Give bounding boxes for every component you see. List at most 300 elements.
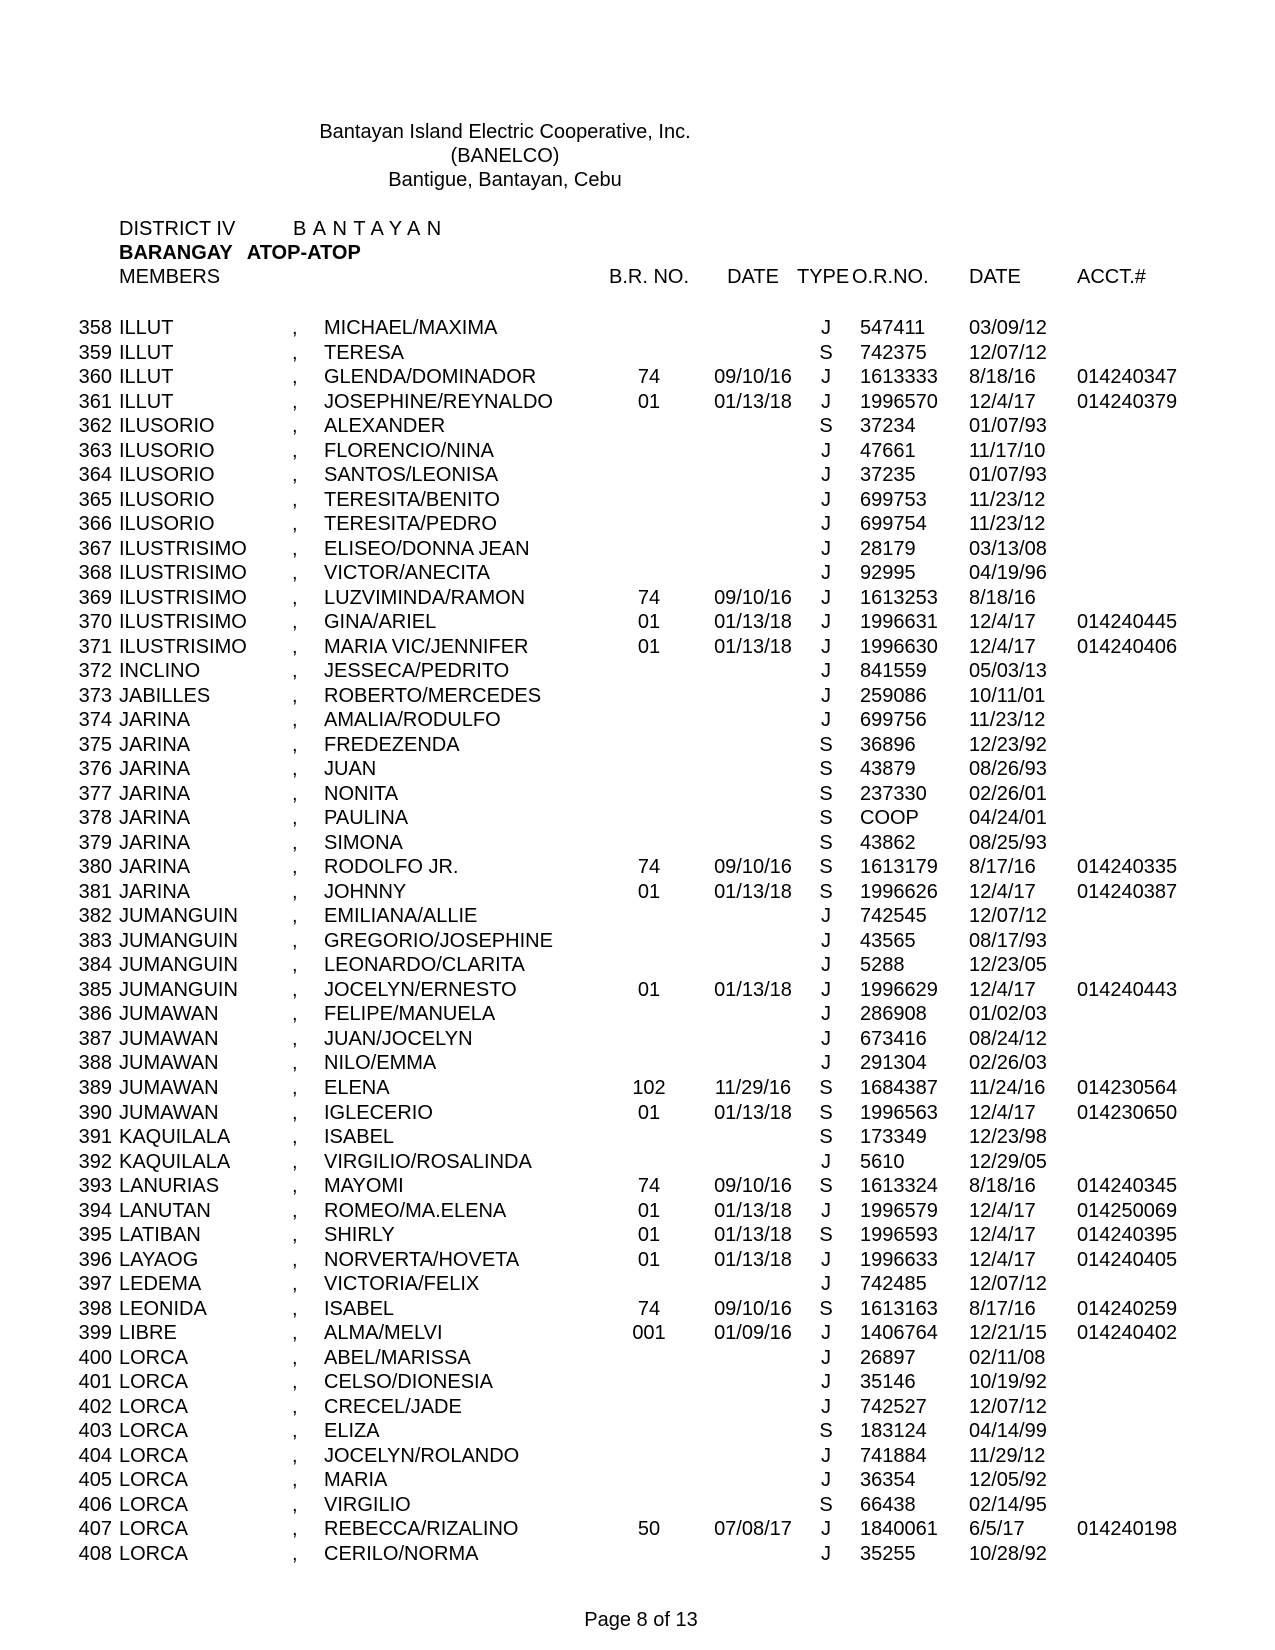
last-name: LORCA — [119, 1493, 188, 1516]
or-date: 12/4/17 — [969, 1224, 1036, 1247]
membership-type: S — [819, 1297, 833, 1320]
membership-type: S — [819, 341, 833, 364]
or-number: 26897 — [860, 1346, 916, 1369]
or-date: 01/07/93 — [969, 415, 1047, 438]
last-name: LORCA — [119, 1346, 188, 1369]
membership-type: J — [821, 1027, 831, 1050]
row-number: 393 — [78, 1175, 112, 1198]
membership-type: J — [821, 1273, 831, 1296]
name-separator: , — [292, 488, 298, 511]
row-number: 361 — [78, 390, 112, 413]
br-number: 01 — [637, 1224, 661, 1247]
district-line — [119, 217, 448, 241]
first-names: ELISEO/DONNA JEAN — [324, 537, 530, 560]
or-date: 8/17/16 — [969, 856, 1036, 879]
name-separator: , — [292, 1420, 298, 1443]
or-date: 08/24/12 — [969, 1027, 1047, 1050]
or-date: 12/23/05 — [969, 954, 1047, 977]
last-name: ILLUT — [119, 317, 174, 339]
or-date: 02/14/95 — [969, 1493, 1047, 1516]
table-row — [0, 586, 1275, 611]
or-date: 12/4/17 — [969, 635, 1036, 658]
table-row — [0, 610, 1275, 635]
name-separator: , — [292, 513, 298, 536]
or-date: 12/23/92 — [969, 733, 1047, 756]
first-names: EMILIANA/ALLIE — [324, 905, 478, 928]
name-separator: , — [292, 807, 298, 830]
membership-type: J — [821, 660, 831, 683]
first-names: FREDEZENDA — [324, 733, 460, 756]
last-name: JARINA — [119, 807, 191, 830]
table-row — [0, 1419, 1275, 1444]
barangay-label: BARANGAY — [119, 242, 233, 264]
name-separator: , — [292, 366, 298, 389]
membership-type: S — [819, 733, 833, 756]
account-number: 014240445 — [1077, 611, 1178, 634]
first-names: FLORENCIO/NINA — [324, 439, 495, 462]
first-names: JESSECA/PEDRITO — [324, 660, 510, 683]
first-names: VIRGILIO/ROSALINDA — [324, 1150, 532, 1173]
table-row — [0, 1542, 1275, 1567]
or-number: 37234 — [860, 415, 916, 438]
or-number: 37235 — [860, 464, 916, 487]
first-names: VICTORIA/FELIX — [324, 1273, 480, 1296]
table-row — [0, 1027, 1275, 1052]
or-date: 02/26/03 — [969, 1052, 1047, 1075]
membership-type: S — [819, 807, 833, 830]
or-number: 47661 — [860, 439, 916, 462]
membership-type: S — [819, 1101, 833, 1124]
or-number: 286908 — [860, 1003, 927, 1026]
or-date: 12/07/12 — [969, 341, 1047, 364]
last-name: ILUSORIO — [119, 513, 215, 536]
br-date: 01/09/16 — [714, 1322, 792, 1345]
name-separator: , — [292, 1150, 298, 1173]
or-number: COOP — [860, 807, 919, 830]
or-number: 1684387 — [860, 1076, 938, 1099]
first-names: MARIA VIC/JENNIFER — [324, 635, 529, 658]
row-number: 370 — [78, 611, 112, 634]
name-separator: , — [292, 1248, 298, 1271]
membership-type: S — [819, 1493, 833, 1516]
or-date: 12/4/17 — [969, 978, 1036, 1001]
barangay-name: ATOP-ATOP — [246, 242, 361, 264]
or-date: 12/4/17 — [969, 390, 1036, 413]
or-number: 35255 — [860, 1542, 916, 1565]
row-number: 365 — [78, 488, 112, 511]
membership-type: S — [819, 1126, 833, 1149]
name-separator: , — [292, 1076, 298, 1099]
row-number: 366 — [78, 513, 112, 536]
br-number: 01 — [637, 978, 661, 1001]
membership-type: J — [821, 1199, 831, 1222]
table-row — [0, 831, 1275, 856]
row-number: 377 — [78, 782, 112, 805]
or-number: 1613324 — [860, 1175, 938, 1198]
or-date: 12/05/92 — [969, 1469, 1047, 1492]
or-number: 1996631 — [860, 611, 938, 634]
name-separator: , — [292, 978, 298, 1001]
or-number: 1613253 — [860, 586, 938, 609]
table-row — [0, 953, 1275, 978]
account-number: 014250069 — [1077, 1199, 1178, 1222]
last-name: JUMANGUIN — [119, 929, 238, 952]
row-number: 375 — [78, 733, 112, 756]
last-name: JARINA — [119, 856, 191, 879]
br-date: 01/13/18 — [714, 1101, 792, 1124]
or-number: 742375 — [860, 341, 927, 364]
table-row — [0, 1346, 1275, 1371]
table-row — [0, 1076, 1275, 1101]
name-separator: , — [292, 1052, 298, 1075]
account-number: 014230564 — [1077, 1076, 1178, 1099]
or-date: 11/23/12 — [969, 709, 1046, 732]
membership-type: J — [821, 1150, 831, 1173]
table-row — [0, 1493, 1275, 1518]
or-number: 1996633 — [860, 1248, 938, 1271]
br-number: 01 — [637, 635, 661, 658]
first-names: IGLECERIO — [324, 1101, 433, 1124]
or-date: 6/5/17 — [969, 1518, 1025, 1541]
last-name: JARINA — [119, 709, 191, 732]
membership-type: J — [821, 513, 831, 536]
br-date: 09/10/16 — [714, 1297, 792, 1320]
row-number: 387 — [78, 1027, 112, 1050]
or-number: 1613163 — [860, 1297, 938, 1320]
name-separator: , — [292, 660, 298, 683]
row-number: 362 — [78, 415, 112, 438]
or-date: 8/17/16 — [969, 1297, 1036, 1320]
name-separator: , — [292, 415, 298, 438]
account-number: 014240387 — [1077, 880, 1178, 903]
membership-type: J — [821, 537, 831, 560]
name-separator: , — [292, 1224, 298, 1247]
membership-type: J — [821, 1444, 831, 1467]
br-date: 01/13/18 — [714, 1199, 792, 1222]
membership-type: J — [821, 488, 831, 511]
org-name: Bantayan Island Electric Cooperative, Inc. — [319, 121, 691, 143]
row-number: 383 — [78, 929, 112, 952]
membership-type: J — [821, 1003, 831, 1026]
col-members: MEMBERS — [119, 266, 221, 288]
membership-type: S — [819, 1076, 833, 1099]
or-number: 35146 — [860, 1371, 916, 1394]
org-address: Bantigue, Bantayan, Cebu — [388, 169, 622, 191]
membership-type: J — [821, 684, 831, 707]
name-separator: , — [292, 317, 298, 339]
or-number: 237330 — [860, 782, 927, 805]
name-separator: , — [292, 1371, 298, 1394]
row-number: 378 — [78, 807, 112, 830]
or-date: 04/24/01 — [969, 807, 1047, 830]
account-number: 014240345 — [1077, 1175, 1178, 1198]
last-name: ILLUT — [119, 366, 174, 389]
table-row — [0, 463, 1275, 488]
or-number: 1613333 — [860, 366, 938, 389]
account-number: 014240395 — [1077, 1224, 1178, 1247]
account-number: 014240402 — [1077, 1322, 1178, 1345]
or-number: 28179 — [860, 537, 916, 560]
row-number: 401 — [78, 1371, 112, 1394]
row-number: 379 — [78, 831, 112, 854]
first-names: TERESA — [324, 341, 405, 364]
or-date: 8/18/16 — [969, 586, 1036, 609]
br-date: 01/13/18 — [714, 611, 792, 634]
col-acct: ACCT.# — [1077, 266, 1146, 288]
name-separator: , — [292, 562, 298, 585]
last-name: LORCA — [119, 1469, 188, 1492]
or-number: 36354 — [860, 1469, 916, 1492]
row-number: 367 — [78, 537, 112, 560]
table-row — [0, 855, 1275, 880]
membership-type: J — [821, 1248, 831, 1271]
first-names: MICHAEL/MAXIMA — [324, 317, 498, 339]
last-name: LORCA — [119, 1371, 188, 1394]
table-row — [0, 365, 1275, 390]
name-separator: , — [292, 1003, 298, 1026]
row-number: 390 — [78, 1101, 112, 1124]
or-date: 11/23/12 — [969, 513, 1046, 536]
last-name: LORCA — [119, 1395, 188, 1418]
or-date: 04/19/96 — [969, 562, 1047, 585]
br-date: 01/13/18 — [714, 390, 792, 413]
table-row — [0, 390, 1275, 415]
br-number: 01 — [637, 1199, 661, 1222]
br-date: 01/13/18 — [714, 635, 792, 658]
row-number: 399 — [78, 1322, 112, 1345]
column-headers — [0, 266, 1275, 290]
row-number: 408 — [78, 1542, 112, 1565]
barangay-line — [119, 241, 361, 265]
col-date: DATE — [727, 266, 779, 288]
br-number: 001 — [632, 1322, 666, 1345]
name-separator: , — [292, 1273, 298, 1296]
account-number: 014230650 — [1077, 1101, 1178, 1124]
br-date: 11/29/16 — [714, 1076, 792, 1099]
last-name: INCLINO — [119, 660, 201, 683]
or-date: 8/18/16 — [969, 1175, 1036, 1198]
br-date: 07/08/17 — [714, 1518, 792, 1541]
or-number: 43879 — [860, 758, 916, 781]
or-number: 36896 — [860, 733, 916, 756]
row-number: 404 — [78, 1444, 112, 1467]
row-number: 358 — [78, 317, 112, 339]
or-date: 03/13/08 — [969, 537, 1047, 560]
table-row — [0, 1125, 1275, 1150]
or-date: 12/07/12 — [969, 905, 1047, 928]
table-row — [0, 806, 1275, 831]
name-separator: , — [292, 954, 298, 977]
last-name: LEDEMA — [119, 1273, 202, 1296]
membership-type: J — [821, 709, 831, 732]
table-row — [0, 1370, 1275, 1395]
or-number: 699754 — [860, 513, 927, 536]
membership-type: S — [819, 1175, 833, 1198]
or-number: 1996626 — [860, 880, 938, 903]
or-number: 741884 — [860, 1444, 927, 1467]
row-number: 382 — [78, 905, 112, 928]
or-number: 5610 — [860, 1150, 905, 1173]
last-name: JABILLES — [119, 684, 211, 707]
or-number: 742485 — [860, 1273, 927, 1296]
account-number: 014240335 — [1077, 856, 1178, 879]
row-number: 371 — [78, 635, 112, 658]
last-name: JARINA — [119, 782, 191, 805]
membership-type: J — [821, 562, 831, 585]
first-names: ISABEL — [324, 1297, 395, 1320]
table-row — [0, 1174, 1275, 1199]
last-name: LORCA — [119, 1444, 188, 1467]
or-number: 742527 — [860, 1395, 927, 1418]
br-number: 74 — [637, 1175, 661, 1198]
br-number: 01 — [637, 880, 661, 903]
last-name: KAQUILALA — [119, 1126, 231, 1149]
name-separator: , — [292, 1469, 298, 1492]
first-names: ALEXANDER — [324, 415, 446, 438]
first-names: GLENDA/DOMINADOR — [324, 366, 537, 389]
first-names: NILO/EMMA — [324, 1052, 437, 1075]
br-number: 74 — [637, 856, 661, 879]
or-date: 05/03/13 — [969, 660, 1047, 683]
first-names: JOCELYN/ERNESTO — [324, 978, 517, 1001]
last-name: ILUSORIO — [119, 415, 215, 438]
or-date: 12/07/12 — [969, 1395, 1047, 1418]
or-date: 11/29/12 — [969, 1444, 1046, 1467]
row-number: 386 — [78, 1003, 112, 1026]
last-name: LAYAOG — [119, 1248, 199, 1271]
table-row — [0, 414, 1275, 439]
last-name: LORCA — [119, 1542, 188, 1565]
last-name: KAQUILALA — [119, 1150, 231, 1173]
or-date: 12/21/15 — [969, 1322, 1047, 1345]
membership-type: J — [821, 317, 831, 339]
membership-type: J — [821, 439, 831, 462]
first-names: ELENA — [324, 1076, 390, 1099]
members-table — [0, 316, 1275, 1566]
row-number: 373 — [78, 684, 112, 707]
table-row — [0, 1248, 1275, 1273]
first-names: ELIZA — [324, 1420, 380, 1443]
first-names: CERILO/NORMA — [324, 1542, 479, 1565]
row-number: 381 — [78, 880, 112, 903]
row-number: 372 — [78, 660, 112, 683]
or-number: 1840061 — [860, 1518, 938, 1541]
table-row — [0, 488, 1275, 513]
first-names: NORVERTA/HOVETA — [324, 1248, 520, 1271]
first-names: REBECCA/RIZALINO — [324, 1518, 519, 1541]
or-date: 12/07/12 — [969, 1273, 1047, 1296]
first-names: VICTOR/ANECITA — [324, 562, 490, 585]
first-names: LEONARDO/CLARITA — [324, 954, 525, 977]
table-row — [0, 1468, 1275, 1493]
table-row — [0, 757, 1275, 782]
col-or-no: O.R.NO. — [852, 266, 929, 288]
name-separator: , — [292, 635, 298, 658]
or-date: 01/07/93 — [969, 464, 1047, 487]
or-number: 1613179 — [860, 856, 938, 879]
first-names: MARIA — [324, 1469, 388, 1492]
first-names: RODOLFO JR. — [324, 856, 459, 879]
table-row — [0, 904, 1275, 929]
account-number: 014240443 — [1077, 978, 1178, 1001]
table-row — [0, 1321, 1275, 1346]
first-names: JOSEPHINE/REYNALDO — [324, 390, 553, 413]
first-names: SANTOS/LEONISA — [324, 464, 499, 487]
or-date: 02/11/08 — [969, 1346, 1046, 1369]
row-number: 380 — [78, 856, 112, 879]
last-name: LORCA — [119, 1518, 188, 1541]
last-name: ILLUT — [119, 341, 174, 364]
membership-type: S — [819, 1224, 833, 1247]
first-names: JOCELYN/ROLANDO — [324, 1444, 520, 1467]
first-names: FELIPE/MANUELA — [324, 1003, 496, 1026]
last-name: ILUSTRISIMO — [119, 611, 247, 634]
table-row — [0, 1150, 1275, 1175]
row-number: 395 — [78, 1224, 112, 1247]
or-number: 699756 — [860, 709, 927, 732]
row-number: 397 — [78, 1273, 112, 1296]
last-name: LANURIAS — [119, 1175, 220, 1198]
membership-type: J — [821, 1346, 831, 1369]
row-number: 403 — [78, 1420, 112, 1443]
row-number: 407 — [78, 1518, 112, 1541]
first-names: JUAN — [324, 758, 377, 781]
col-type: TYPE — [797, 266, 850, 288]
first-names: LUZVIMINDA/RAMON — [324, 586, 526, 609]
table-row — [0, 1272, 1275, 1297]
row-number: 400 — [78, 1346, 112, 1369]
membership-type: S — [819, 758, 833, 781]
membership-type: J — [821, 586, 831, 609]
first-names: SIMONA — [324, 831, 403, 854]
account-number: 014240198 — [1077, 1518, 1178, 1541]
membership-type: J — [821, 1322, 831, 1345]
account-number: 014240405 — [1077, 1248, 1178, 1271]
or-date: 04/14/99 — [969, 1420, 1047, 1443]
br-number: 01 — [637, 1101, 661, 1124]
name-separator: , — [292, 1101, 298, 1124]
name-separator: , — [292, 880, 298, 903]
table-row — [0, 439, 1275, 464]
district-town: BANTAYAN — [293, 218, 448, 240]
br-date: 09/10/16 — [714, 366, 792, 389]
br-number: 50 — [637, 1518, 661, 1541]
first-names: ISABEL — [324, 1126, 395, 1149]
or-date: 11/23/12 — [969, 488, 1046, 511]
or-date: 08/25/93 — [969, 831, 1047, 854]
row-number: 359 — [78, 341, 112, 364]
membership-type: S — [819, 856, 833, 879]
name-separator: , — [292, 390, 298, 413]
br-number: 74 — [637, 586, 661, 609]
row-number: 360 — [78, 366, 112, 389]
name-separator: , — [292, 586, 298, 609]
row-number: 396 — [78, 1248, 112, 1271]
or-date: 12/4/17 — [969, 1248, 1036, 1271]
first-names: ABEL/MARISSA — [324, 1346, 471, 1369]
name-separator: , — [292, 758, 298, 781]
or-number: 673416 — [860, 1027, 927, 1050]
br-date: 01/13/18 — [714, 978, 792, 1001]
table-row — [0, 929, 1275, 954]
first-names: JOHNNY — [324, 880, 407, 903]
or-number: 1406764 — [860, 1322, 938, 1345]
row-number: 398 — [78, 1297, 112, 1320]
last-name: JUMAWAN — [119, 1052, 219, 1075]
last-name: ILUSORIO — [119, 488, 215, 511]
name-separator: , — [292, 1297, 298, 1320]
last-name: JARINA — [119, 733, 191, 756]
